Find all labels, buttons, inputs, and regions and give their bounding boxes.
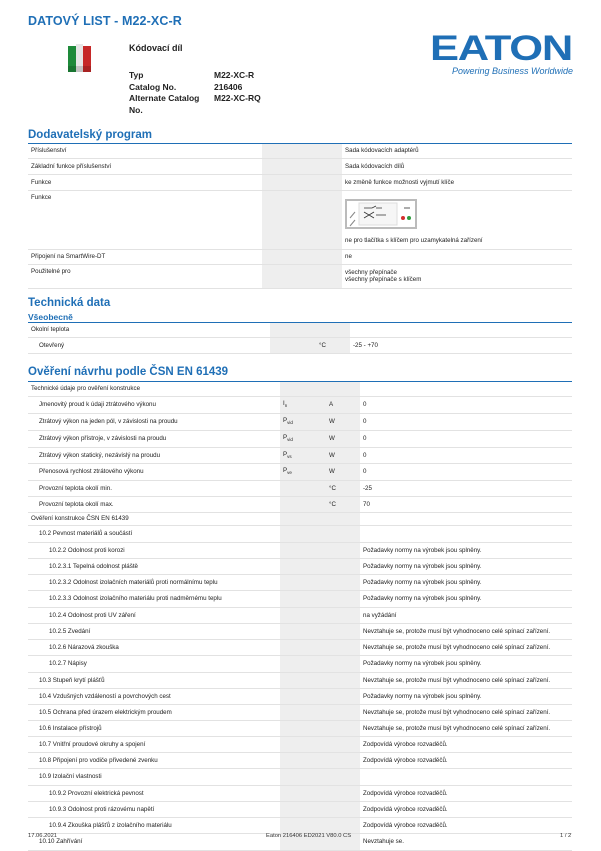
eaton-logo — [430, 30, 572, 80]
row-unit — [326, 720, 360, 736]
product-meta — [129, 70, 261, 116]
table-row — [28, 382, 572, 396]
row-label: Základní funkce příslušenství — [28, 158, 262, 174]
row-unit — [326, 672, 360, 688]
row-symbol — [280, 672, 326, 688]
row-symbol — [280, 639, 326, 655]
row-label: 10.2.7 Nápisy — [28, 655, 280, 672]
table-row — [28, 430, 572, 447]
table-row — [28, 655, 572, 672]
table-row — [28, 447, 572, 463]
row-label: Funkce — [28, 190, 262, 249]
row-symbol — [280, 785, 326, 801]
row-symbol-main: P — [283, 434, 288, 442]
row-value — [360, 525, 572, 542]
row-symbol-sub: vid — [287, 437, 293, 443]
footer-date: 17.06.2021 — [28, 833, 58, 839]
row-unit: W — [326, 463, 360, 480]
table-row — [28, 144, 572, 158]
row-value: Zodpovídá výrobce rozvaděčů. — [360, 785, 572, 801]
row-value: Sada kódovacích adaptérů — [342, 144, 572, 158]
row-value: Nevztahuje se, protože musí být vyhodnoceno celé spínací zařízení. — [360, 672, 572, 688]
row-symbol — [280, 413, 326, 430]
row-symbol — [280, 720, 326, 736]
row-label: 10.6 Instalace přístrojů — [28, 720, 280, 736]
row-value: všechny přepínače — [345, 269, 397, 276]
row-value: ke změně funkce možnosti vyjmutí klíče — [342, 174, 572, 190]
row-value: Požadavky normy na výrobek jsou splněny. — [360, 574, 572, 590]
row-symbol-main: P — [283, 467, 288, 475]
row-unit — [326, 574, 360, 590]
row-unit: W — [326, 447, 360, 463]
footer-page: 1 / 2 — [560, 833, 572, 839]
table-row — [28, 752, 572, 768]
row-symbol — [280, 623, 326, 639]
row-label: 10.9.2 Provozní elektrická pevnost — [28, 785, 280, 801]
row-label: Ztrátový výkon statický, nezávislý na proudu — [28, 447, 280, 463]
row-value: Zodpovídá výrobce rozvaděčů. — [360, 752, 572, 768]
row-symbol — [280, 607, 326, 623]
row-symbol-main: P — [283, 417, 288, 425]
row-label: Použitelné pro — [28, 264, 262, 288]
table-row — [28, 463, 572, 480]
row-value: Nevztahuje se, protože musí být vyhodnoceno celé spínací zařízení. — [360, 704, 572, 720]
table-row — [28, 337, 572, 353]
row-value: Sada kódovacích dílů — [342, 158, 572, 174]
table-row — [28, 190, 572, 249]
row-symbol-main: P — [283, 450, 288, 458]
table-row — [28, 623, 572, 639]
row-value: Nevztahuje se, protože musí být vyhodnoceno celé spínací zařízení. — [360, 720, 572, 736]
row-unit — [326, 655, 360, 672]
row-unit: W — [326, 430, 360, 447]
row-value-2: všechny přepínače s klíčem — [345, 276, 422, 283]
table-row — [28, 688, 572, 704]
table-row — [28, 785, 572, 801]
row-unit — [326, 801, 360, 817]
function-diagram — [345, 199, 569, 229]
table-row — [28, 768, 572, 785]
product-name: Kódovací díl — [129, 43, 183, 53]
row-value: -25 — [360, 480, 572, 496]
footer-doc-id: Eaton 216406 ED2021 V80.0 CS — [266, 833, 352, 839]
row-symbol — [280, 382, 326, 396]
section-title-supplier: Dodavatelský program — [28, 129, 152, 141]
table-row — [28, 607, 572, 623]
table-row — [28, 249, 572, 264]
row-symbol — [280, 558, 326, 574]
row-label: 10.2.3.2 Odolnost izolačních materiálů proti normálnímu teplu — [28, 574, 280, 590]
meta-key: Catalog No. — [129, 81, 177, 92]
meta-value: M22-XC-R — [214, 70, 255, 80]
row-symbol — [280, 447, 326, 463]
table-row — [28, 801, 572, 817]
section-title-verification: Ověření návrhu podle ČSN EN 61439 — [28, 366, 229, 378]
row-symbol — [280, 430, 326, 447]
meta-row — [129, 82, 261, 94]
table-row — [28, 736, 572, 752]
row-label: Technické údaje pro ověření konstrukce — [28, 382, 280, 396]
row-label: Jmenovitý proud k údaji ztrátového výkonu — [28, 396, 280, 413]
row-value: ne — [342, 249, 572, 264]
row-symbol — [280, 817, 326, 833]
row-label: 10.2.2 Odolnost proti korozi — [28, 542, 280, 558]
row-label: 10.9.3 Odolnost proti rázovému napětí — [28, 801, 280, 817]
row-unit — [326, 817, 360, 833]
row-unit — [316, 323, 350, 337]
row-unit: W — [326, 413, 360, 430]
table-row — [28, 590, 572, 607]
row-unit — [326, 512, 360, 525]
row-label: Okolní teplota — [28, 323, 270, 337]
eaton-wordmark-icon — [430, 30, 572, 64]
row-symbol-sub: vid — [287, 420, 293, 426]
logo-tagline: Powering Business Worldwide — [452, 66, 574, 76]
table-row — [28, 480, 572, 496]
row-value — [350, 323, 572, 337]
row-unit: °C — [326, 480, 360, 496]
row-unit — [326, 590, 360, 607]
row-unit: °C — [316, 337, 350, 353]
verification-table — [28, 382, 572, 851]
row-label: 10.2.6 Nárazová zkouška — [28, 639, 280, 655]
row-unit — [326, 752, 360, 768]
row-value: Nevztahuje se, protože musí být vyhodnoceno celé spínací zařízení. — [360, 623, 572, 639]
table-row — [28, 496, 572, 512]
row-symbol — [280, 525, 326, 542]
row-symbol — [280, 542, 326, 558]
row-symbol — [280, 801, 326, 817]
row-label: 10.10 Zahřívání — [28, 833, 280, 850]
row-symbol — [280, 655, 326, 672]
product-image — [60, 42, 100, 76]
row-unit — [326, 785, 360, 801]
row-symbol — [280, 768, 326, 785]
row-label: 10.4 Vzdušných vzdáleností a povrchových cest — [28, 688, 280, 704]
table-row — [28, 558, 572, 574]
row-symbol — [280, 463, 326, 480]
row-label: Ztrátový výkon na jeden pól, v závislosti na proudu — [28, 413, 280, 430]
row-label: Ověření konstrukce ČSN EN 61439 — [28, 512, 280, 525]
row-unit — [326, 768, 360, 785]
row-label: Připojení na SmartWire-DT — [28, 249, 262, 264]
row-unit — [326, 558, 360, 574]
row-label: 10.5 Ochrana před úrazem elektrickým proudem — [28, 704, 280, 720]
row-label: 10.3 Stupeň krytí plášťů — [28, 672, 280, 688]
row-symbol-main: I — [283, 400, 285, 408]
meta-value: 216406 — [214, 81, 243, 92]
row-symbol — [280, 590, 326, 607]
row-symbol-sub: n — [284, 403, 288, 409]
logo-text: EATON — [430, 30, 572, 64]
row-symbol — [280, 688, 326, 704]
row-value: 0 — [360, 413, 572, 430]
row-unit — [326, 639, 360, 655]
table-row — [28, 720, 572, 736]
row-value: 70 — [360, 496, 572, 512]
row-unit — [326, 688, 360, 704]
row-value: 0 — [360, 430, 572, 447]
table-row — [28, 264, 572, 288]
row-value: 0 — [360, 396, 572, 413]
meta-key: Alternate Catalog No. — [129, 93, 200, 115]
row-value: ne pro tlačítka s klíčem pro uzamykatelná zařízení — [345, 237, 483, 244]
row-label: 10.2 Pevnost materiálů a součástí — [28, 525, 280, 542]
row-symbol — [280, 736, 326, 752]
row-value — [360, 768, 572, 785]
table-row — [28, 574, 572, 590]
row-label: 10.8 Připojení pro vodiče přivedené zvenku — [28, 752, 280, 768]
row-value: Požadavky normy na výrobek jsou splněny. — [360, 558, 572, 574]
row-unit — [326, 382, 360, 396]
table-row — [28, 704, 572, 720]
table-row — [28, 525, 572, 542]
document-title: DATOVÝ LIST - M22-XC-R — [28, 14, 182, 28]
row-label: 10.2.3.3 Odolnost izolačního materiálu proti nadměrnému teplu — [28, 590, 280, 607]
row-symbol — [280, 704, 326, 720]
row-value: Zodpovídá výrobce rozvaděčů. — [360, 817, 572, 833]
table-row — [28, 512, 572, 525]
row-symbol-sub: ve — [287, 470, 292, 476]
row-unit — [326, 525, 360, 542]
row-value: Zodpovídá výrobce rozvaděčů. — [360, 736, 572, 752]
row-value: Nevztahuje se, protože musí být vyhodnoceno celé spínací zařízení. — [360, 639, 572, 655]
row-symbol — [280, 512, 326, 525]
meta-row — [129, 93, 261, 116]
meta-row — [129, 70, 261, 82]
table-row — [28, 639, 572, 655]
row-value — [360, 382, 572, 396]
meta-key: Typ — [129, 70, 144, 80]
table-row — [28, 413, 572, 430]
row-value: Požadavky normy na výrobek jsou splněny. — [360, 688, 572, 704]
row-symbol — [280, 496, 326, 512]
row-value: na vyžádání — [360, 607, 572, 623]
row-label: 10.9 Izolační vlastnosti — [28, 768, 280, 785]
row-unit — [326, 736, 360, 752]
meta-value: M22-XC-RQ — [214, 93, 261, 103]
row-unit: A — [326, 396, 360, 413]
row-label: Funkce — [28, 174, 262, 190]
table-row — [28, 542, 572, 558]
section-subtitle-general: Všeobecně — [28, 312, 73, 322]
row-value: -25 - +70 — [350, 337, 572, 353]
table-row — [28, 672, 572, 688]
row-value: Požadavky normy na výrobek jsou splněny. — [360, 542, 572, 558]
row-label: 10.2.5 Zvedání — [28, 623, 280, 639]
row-symbol — [280, 480, 326, 496]
row-unit — [326, 704, 360, 720]
table-row — [28, 323, 572, 337]
row-label: Ztrátový výkon přístroje, v závislosti na proudu — [28, 430, 280, 447]
table-row — [28, 817, 572, 833]
row-value: Zodpovídá výrobce rozvaděčů. — [360, 801, 572, 817]
row-symbol — [280, 574, 326, 590]
table-row — [28, 174, 572, 190]
row-unit — [326, 542, 360, 558]
row-label: Přenosová rychlost ztrátového výkonu — [28, 463, 280, 480]
section-title-technical: Technická data — [28, 297, 111, 309]
row-label: Provozní teplota okolí min. — [28, 480, 280, 496]
row-label: 10.7 Vnitřní proudové okruhy a spojení — [28, 736, 280, 752]
supplier-table — [28, 144, 572, 289]
row-unit — [326, 623, 360, 639]
row-label: 10.2.4 Odolnost proti UV záření — [28, 607, 280, 623]
row-label: Příslušenství — [28, 144, 262, 158]
row-value: Požadavky normy na výrobek jsou splněny. — [360, 590, 572, 607]
row-unit — [326, 607, 360, 623]
row-value: 0 — [360, 463, 572, 480]
row-value-cell — [342, 190, 572, 249]
row-label: Otevřený — [28, 337, 270, 353]
technical-table — [28, 323, 572, 354]
row-unit: °C — [326, 496, 360, 512]
row-value: Nevztahuje se. — [360, 833, 572, 850]
row-value: Požadavky normy na výrobek jsou splněny. — [360, 655, 572, 672]
row-value — [360, 512, 572, 525]
row-symbol-sub: vs — [287, 454, 292, 460]
row-label: 10.2.3.1 Tepelná odolnost pláště — [28, 558, 280, 574]
table-row — [28, 396, 572, 413]
key-switch-diagram-icon — [345, 199, 417, 229]
row-symbol — [280, 752, 326, 768]
row-value: 0 — [360, 447, 572, 463]
table-row — [28, 158, 572, 174]
row-label: 10.9.4 Zkouška plášťů z izolačního materiálu — [28, 817, 280, 833]
row-label: Provozní teplota okolí max. — [28, 496, 280, 512]
row-symbol — [280, 396, 326, 413]
